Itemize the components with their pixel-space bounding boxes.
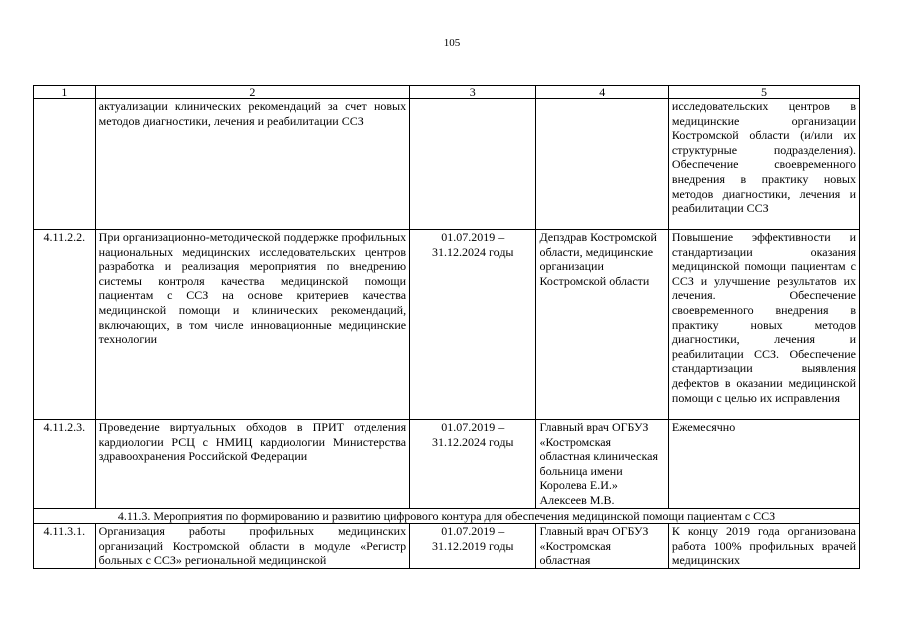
row-number: 4.11.2.2. [34,230,96,420]
row-activity: актуализации клинических рекомендаций за счет новых методов диагностики, лечения и реабилитации ССЗ [95,99,409,230]
table-row [34,99,860,230]
page-number: 105 [443,37,461,49]
row-result: К концу 2019 года организована работа 100% профильных врачей медицинских [668,524,859,569]
table-row [34,420,860,509]
row-executor: Главный врач ОГБУЗ «Костромская областная клиническая больница имени Королева Е.И.» Алексеев М.В. [536,420,668,509]
measures-table [33,85,860,569]
header-col-4: 4 [536,86,668,99]
row-period: 01.07.2019 – 31.12.2019 годы [410,524,536,569]
row-period [410,99,536,230]
header-col-3: 3 [410,86,536,99]
row-executor [536,99,668,230]
table-row [34,524,860,569]
row-result: Ежемесячно [668,420,859,509]
row-period: 01.07.2019 – 31.12.2024 годы [410,230,536,420]
row-number [34,99,96,230]
header-col-1: 1 [34,86,96,99]
row-activity: Проведение виртуальных обходов в ПРИТ отделения кардиологии РСЦ с НМИЦ кардиологии Министерства здравоохранения Российской Федерации [95,420,409,509]
section-heading-row [34,508,860,524]
row-activity: Организация работы профильных медицинских организаций Костромской области в модуле «Регистр больных с ССЗ» региональной медицинской [95,524,409,569]
table-row [34,230,860,420]
row-period: 01.07.2019 – 31.12.2024 годы [410,420,536,509]
row-executor: Депздрав Костромской области, медицинские организации Костромской области [536,230,668,420]
row-result: Повышение эффективности и стандартизации оказания медицинской помощи пациентам с ССЗ и улучшение результатов их лечения. Обеспечение своевременного внедрения в практику новых методов диагностики, лечения и реабилитации ССЗ. Обеспечение стандартизации выявления дефектов в оказании медицинской помощи с целью их исправления [668,230,859,420]
header-col-2: 2 [95,86,409,99]
row-number: 4.11.3.1. [34,524,96,569]
row-activity: При организационно-методической поддержке профильных национальных медицинских исследовательских центров разработка и реализация мероприятия по внедрению системы контроля качества медицинской помощи пациентам с ССЗ на основе критериев качества медицинской помощи и клинических рекомендаций, включающих, в том числе инновационные медицинские технологии [95,230,409,420]
header-col-5: 5 [668,86,859,99]
row-executor: Главный врач ОГБУЗ «Костромская областная [536,524,668,569]
table-header-row [34,86,860,99]
row-result: исследовательских центров в медицинские организации Костромской области (и/или их структурные подразделения). Обеспечение своевременного внедрения в практику новых методов диагностики, лечения и реабилитации ССЗ [668,99,859,230]
section-title: 4.11.3. Мероприятия по формированию и развитию цифрового контура для обеспечения медицинской помощи пациентам с ССЗ [34,508,860,524]
row-number: 4.11.2.3. [34,420,96,509]
